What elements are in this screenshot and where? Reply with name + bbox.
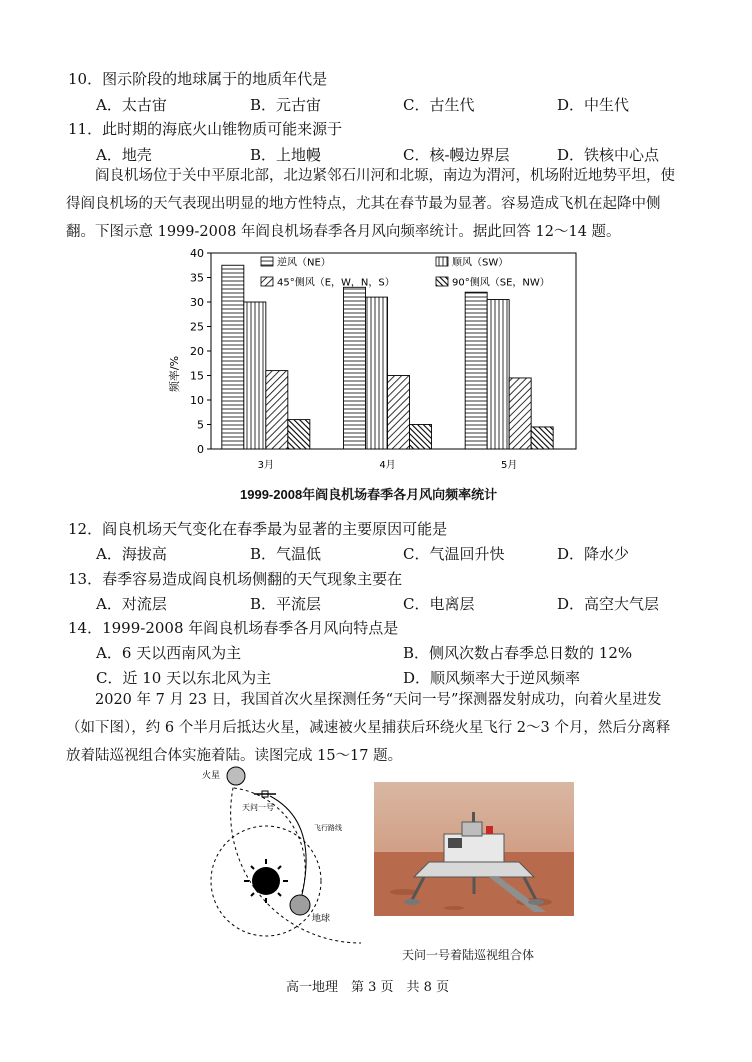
q11-option-b: B．上地幔: [250, 146, 322, 164]
y-tick-label: 35: [190, 271, 204, 285]
y-tick-label: 0: [197, 443, 204, 456]
q12-option-b: B．气温低: [250, 545, 322, 563]
chart-title: 1999-2008年阎良机场春季各月风向频率统计: [240, 487, 498, 502]
chart-legend: [261, 256, 550, 289]
bar: [388, 376, 410, 450]
q10-option-d: D．中生代: [557, 96, 630, 114]
q13-option-d: D．高空大气层: [557, 595, 660, 613]
flight-path-label: 飞行路线: [314, 824, 342, 832]
q12-stem: 12．阎良机场天气变化在春季最为显著的主要原因可能是: [68, 520, 448, 538]
q12-option-a: A．海拔高: [96, 545, 167, 563]
legend-swatch: [261, 257, 273, 266]
q14-option-d: D．顺风频率大于逆风频率: [403, 669, 581, 687]
bar: [531, 427, 553, 449]
q13-option-b: B．平流层: [250, 595, 322, 613]
mars-label: 火星: [202, 771, 221, 781]
bar: [344, 287, 366, 449]
y-tick-label: 40: [190, 247, 204, 260]
earth-label: 地球: [312, 914, 331, 924]
q13-stem: 13．春季容易造成阎良机场侧翻的天气现象主要在: [68, 570, 403, 588]
q14-stem: 14．1999-2008 年阎良机场春季各月风向特点是: [68, 619, 399, 637]
bar: [366, 297, 388, 449]
x-axis-labels: [258, 459, 518, 471]
y-axis: [190, 247, 211, 456]
y-tick-label: 10: [190, 394, 204, 407]
bar: [222, 265, 244, 449]
q13-option-c: C．电离层: [403, 595, 475, 613]
legend-label: 逆风（NE）: [277, 257, 331, 269]
y-tick-label: 15: [190, 369, 204, 383]
q11-option-a: A．地壳: [96, 146, 152, 164]
x-tick-label: 3月: [257, 460, 275, 471]
y-tick-label: 20: [190, 345, 204, 358]
y-tick-label: 25: [190, 320, 204, 334]
legend-label: 90°侧风（SE，NW）: [452, 277, 550, 289]
bar: [509, 378, 531, 449]
q10-option-c: C．古生代: [403, 96, 475, 114]
q12-option-c: C．气温回升快: [403, 545, 505, 563]
mars-icon: [227, 767, 245, 785]
x-tick-label: 4月: [379, 460, 396, 471]
passage-airport: 阎良机场位于关中平原北部，北边紧邻石川河和北塬，南边为渭河，机场附近地势平坦，使得阎良机场的天气表现出明显的地方性特点，尤其在春节最为显著。容易造成飞机在起降中侧翻。下图示意 1999-2008 年阎良机场春季各月风向频率统计。据此回答 12～14 题。: [66, 168, 675, 240]
q14-option-c: C．近 10 天以东北风为主: [96, 669, 272, 687]
q14-option-a: A．6 天以西南风为主: [96, 644, 242, 662]
y-tick-label: 30: [190, 296, 204, 309]
mars-transfer-diagram: [196, 758, 376, 958]
bar-group: [222, 265, 553, 449]
probe-icon: [254, 791, 276, 797]
y-axis-label: 频率/%: [168, 355, 181, 393]
q11-option-c: C．核-幔边界层: [403, 146, 510, 164]
bar: [244, 302, 266, 449]
mars-orbit: [231, 776, 361, 943]
page-footer: 高一地理 第 3 页 共 8 页: [286, 980, 450, 995]
wind-frequency-chart: [166, 236, 586, 526]
q11-stem: 11．此时期的海底火山锥物质可能来源于: [68, 120, 343, 138]
y-tick-label: 5: [197, 418, 204, 432]
bar: [410, 425, 432, 450]
photo-caption: 天问一号着陆巡视组合体: [402, 948, 535, 962]
legend-swatch: [436, 277, 448, 286]
passage-mars-mission: 2020 年 7 月 23 日，我国首次火星探测任务“天问一号”探测器发射成功，向着火星进发（如下图），约 6 个半月后抵达火星，减速被火星捕获后环绕火星飞行 2～3 个月，然后分离释放着陆巡视组合体实施着陆。读图完成 15～17 题。: [66, 692, 671, 764]
x-tick-label: 5月: [500, 460, 518, 471]
legend-swatch: [436, 257, 448, 266]
legend-label: 顺风（SW）: [452, 257, 509, 269]
bar: [266, 371, 288, 449]
probe-label: 天问一号: [242, 803, 274, 812]
earth-icon: [290, 895, 310, 915]
q11-option-d: D．铁核中心点: [557, 146, 660, 164]
bar: [465, 292, 487, 449]
lander-photo: [374, 782, 574, 916]
q10-option-b: B．元古宙: [250, 96, 322, 114]
legend-label: 45°侧风（E，W，N，S）: [277, 277, 395, 289]
q10-option-a: A．太古宙: [96, 96, 167, 114]
q13-option-a: A．对流层: [96, 595, 167, 613]
bar: [288, 420, 310, 449]
bar: [487, 300, 509, 449]
q10-stem: 10．图示阶段的地球属于的地质年代是: [68, 70, 328, 88]
q12-option-d: D．降水少: [557, 545, 630, 563]
sun-icon: [244, 859, 288, 903]
q14-option-b: B．侧风次数占春季总日数的 12%: [403, 644, 633, 662]
legend-swatch: [261, 277, 273, 286]
